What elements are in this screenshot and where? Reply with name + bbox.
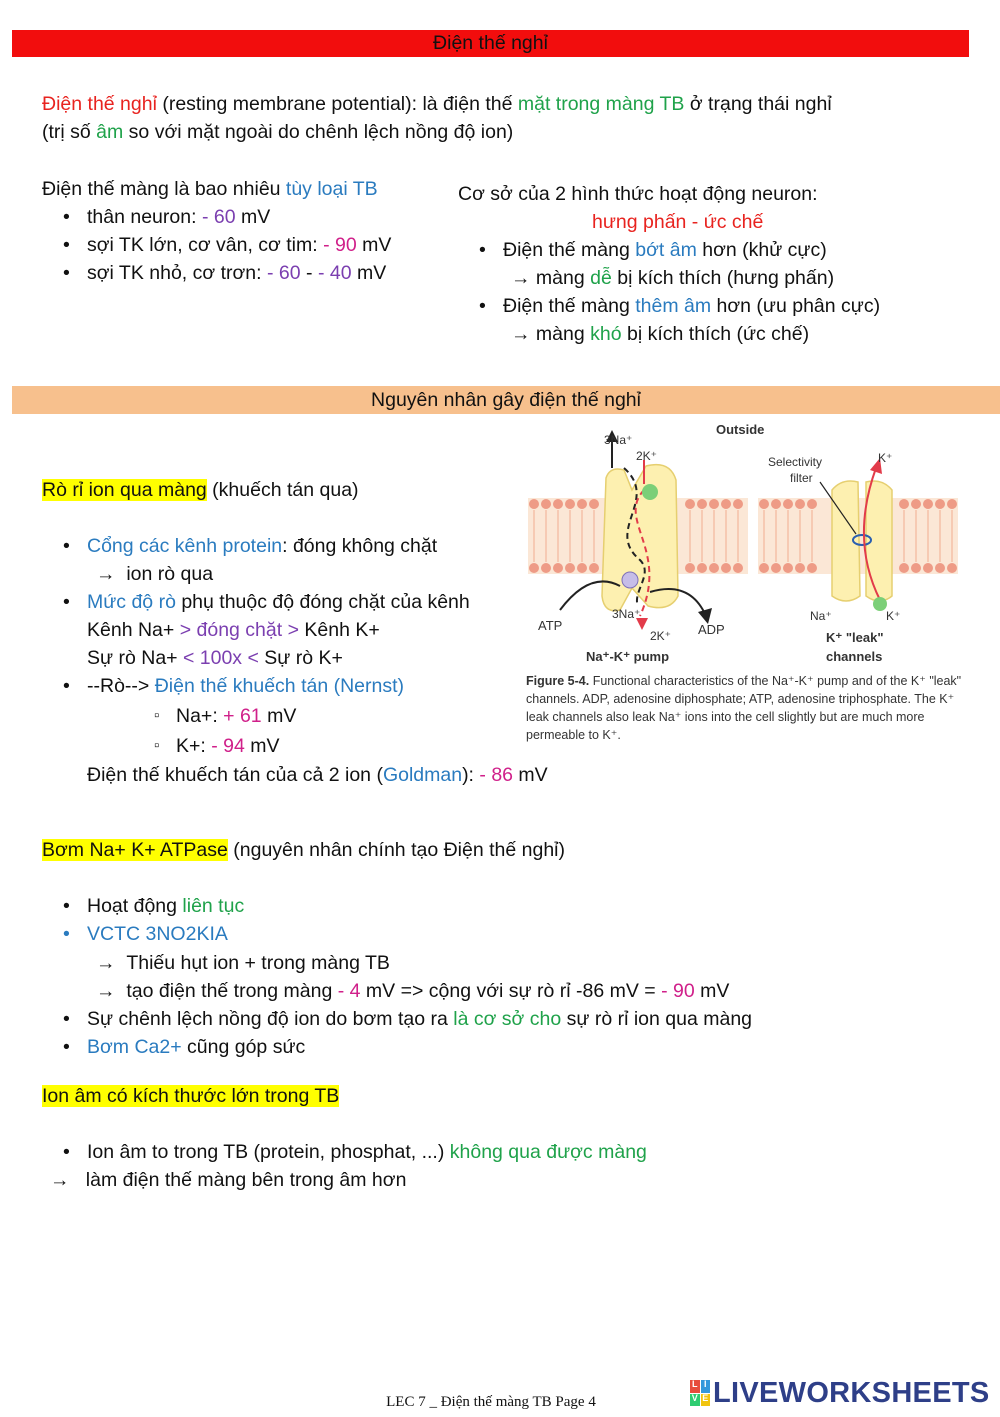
pump-label: Na⁺-K⁺ pump [586,649,670,664]
arrow-line: → màng dễ bị kích thích (hưng phấn) [511,267,835,289]
arrow-icon: → [511,267,531,289]
list-item: • thân neuron: - 60 mV [87,203,270,231]
list-item: • Hoạt động liên tục [87,892,244,920]
figure-caption: Figure 5-4. Functional characteristics of the Na⁺-K⁺ pump and of the K⁺ "leak" channels. ADP, adenosine diphosphate; ATP, adenosine triphosphate. The K⁺ leak channels also leak Na⁺ ions into the cell slightly but are much more permeable to K⁺. [526,674,962,742]
leak-heading: Rò rỉ ion qua màng (khuếch tán qua) [42,479,359,501]
na-label: 3Na⁺ [612,607,641,621]
k-label: K⁺ [886,609,901,623]
arrow-icon: → [96,980,116,1002]
membrane-diagram [520,420,968,670]
list-item: • Ion âm to trong TB (protein, phosphat, ...) không qua được màng [87,1138,647,1166]
na-label: Na⁺ [810,609,832,623]
list-item: • sợi TK lớn, cơ vân, cơ tim: - 90 mV [87,231,391,259]
pump-heading: Bơm Na+ K+ ATPase (nguyên nhân chính tạo Điện thế nghỉ) [42,839,565,861]
section-header-causes [12,386,1000,414]
k-ion-icon [642,484,658,500]
k-label: 2K⁺ [650,629,672,643]
liveworksheets-logo[interactable] [690,1376,990,1410]
arrow-icon: → [96,563,116,585]
list-item: • Điện thế màng thêm âm hơn (ưu phân cực) [503,292,880,320]
filter-label: Selectivity [768,455,823,469]
sub-list-item: ▫ Na+: + 61 mV [176,702,296,730]
arrow-line: → tạo điện thế trong màng - 4 mV => cộng với sự rò rỉ -86 mV = - 90 mV [96,980,730,1002]
list-item: • Bơm Ca2+ cũng góp sức [87,1033,305,1061]
leak-channel [832,481,860,601]
section-header-text: Nguyên nhân gây điện thế nghỉ [371,389,641,411]
leak-compare-line: Kênh Na+ > đóng chặt > Kênh K+ [87,619,380,641]
logo-text: LIVEWORKSHEETS [713,1376,990,1409]
goldman-line: Điện thế khuếch tán của cả 2 ion (Goldman): - 86 mV [87,764,548,786]
arrow-line: → Thiếu hụt ion + trong màng TB [96,952,390,974]
pump-channel-figure [520,420,968,750]
intro-line-2: (trị số âm so với mặt ngoài do chênh lệch nồng độ ion) [42,121,514,143]
outside-label: Outside [716,422,765,437]
arrow-line: → làm điện thế màng bên trong âm hơn [50,1169,407,1191]
leak-label: K⁺ "leak" [826,630,884,645]
list-item: • Điện thế màng bớt âm hơn (khử cực) [503,236,827,264]
k-ion-icon [873,597,887,611]
arrow-icon: → [50,1169,70,1191]
list-item: • Sự chênh lệch nồng độ ion do bơm tạo ra là cơ sở cho sự rò rỉ ion qua màng [87,1005,752,1033]
k-label: K⁺ [878,451,893,465]
intro-line-1: Điện thế nghỉ (resting membrane potential): là điện thế mặt trong màng TB ở trạng thái nghỉ [42,93,832,115]
k-label: 2K⁺ [636,449,658,463]
membrane-potential-title: Điện thế màng là bao nhiêu tùy loại TB [42,178,378,200]
arrow-line: → ion rò qua [96,563,214,585]
list-item: • Cổng các kênh protein: đóng không chặt [87,532,437,560]
arrow-line: → màng khó bị kích thích (ức chế) [511,323,810,345]
leak-compare-line: Sự rò Na+ < 100x < Sự rò K+ [87,647,343,669]
neuron-activity-title: Cơ sở của 2 hình thức hoạt động neuron: [458,183,818,205]
adp-label: ADP [698,622,725,637]
anion-heading: Ion âm có kích thước lớn trong TB [42,1085,340,1107]
atp-label: ATP [538,618,563,633]
arrow-icon: → [511,323,531,345]
page-footer: LEC 7 _ Điện thế màng TB Page 4 [386,1394,596,1410]
filter-label: filter [790,471,813,485]
logo-grid-icon: L I V E [690,1380,710,1406]
na-ion-icon [622,572,638,588]
na-label: 3Na⁺ [604,433,633,447]
section-header-resting [12,30,969,57]
section-header-text: Điện thế nghỉ [433,32,548,54]
sub-list-item: ▫ K+: - 94 mV [176,732,280,760]
list-item: • Mức độ rò phụ thuộc độ đóng chặt của kênh [87,588,470,616]
list-item: • sợi TK nhỏ, cơ trơn: - 60 - - 40 mV [87,259,386,287]
leak-label: channels [826,649,883,664]
neuron-activity-subtitle: hưng phấn - ức chế [592,211,764,233]
list-item: • --Rò--> Điện thế khuếch tán (Nernst) [87,672,404,700]
arrow-icon: → [96,952,116,974]
list-item: • VCTC 3NO2KIA [87,920,228,948]
